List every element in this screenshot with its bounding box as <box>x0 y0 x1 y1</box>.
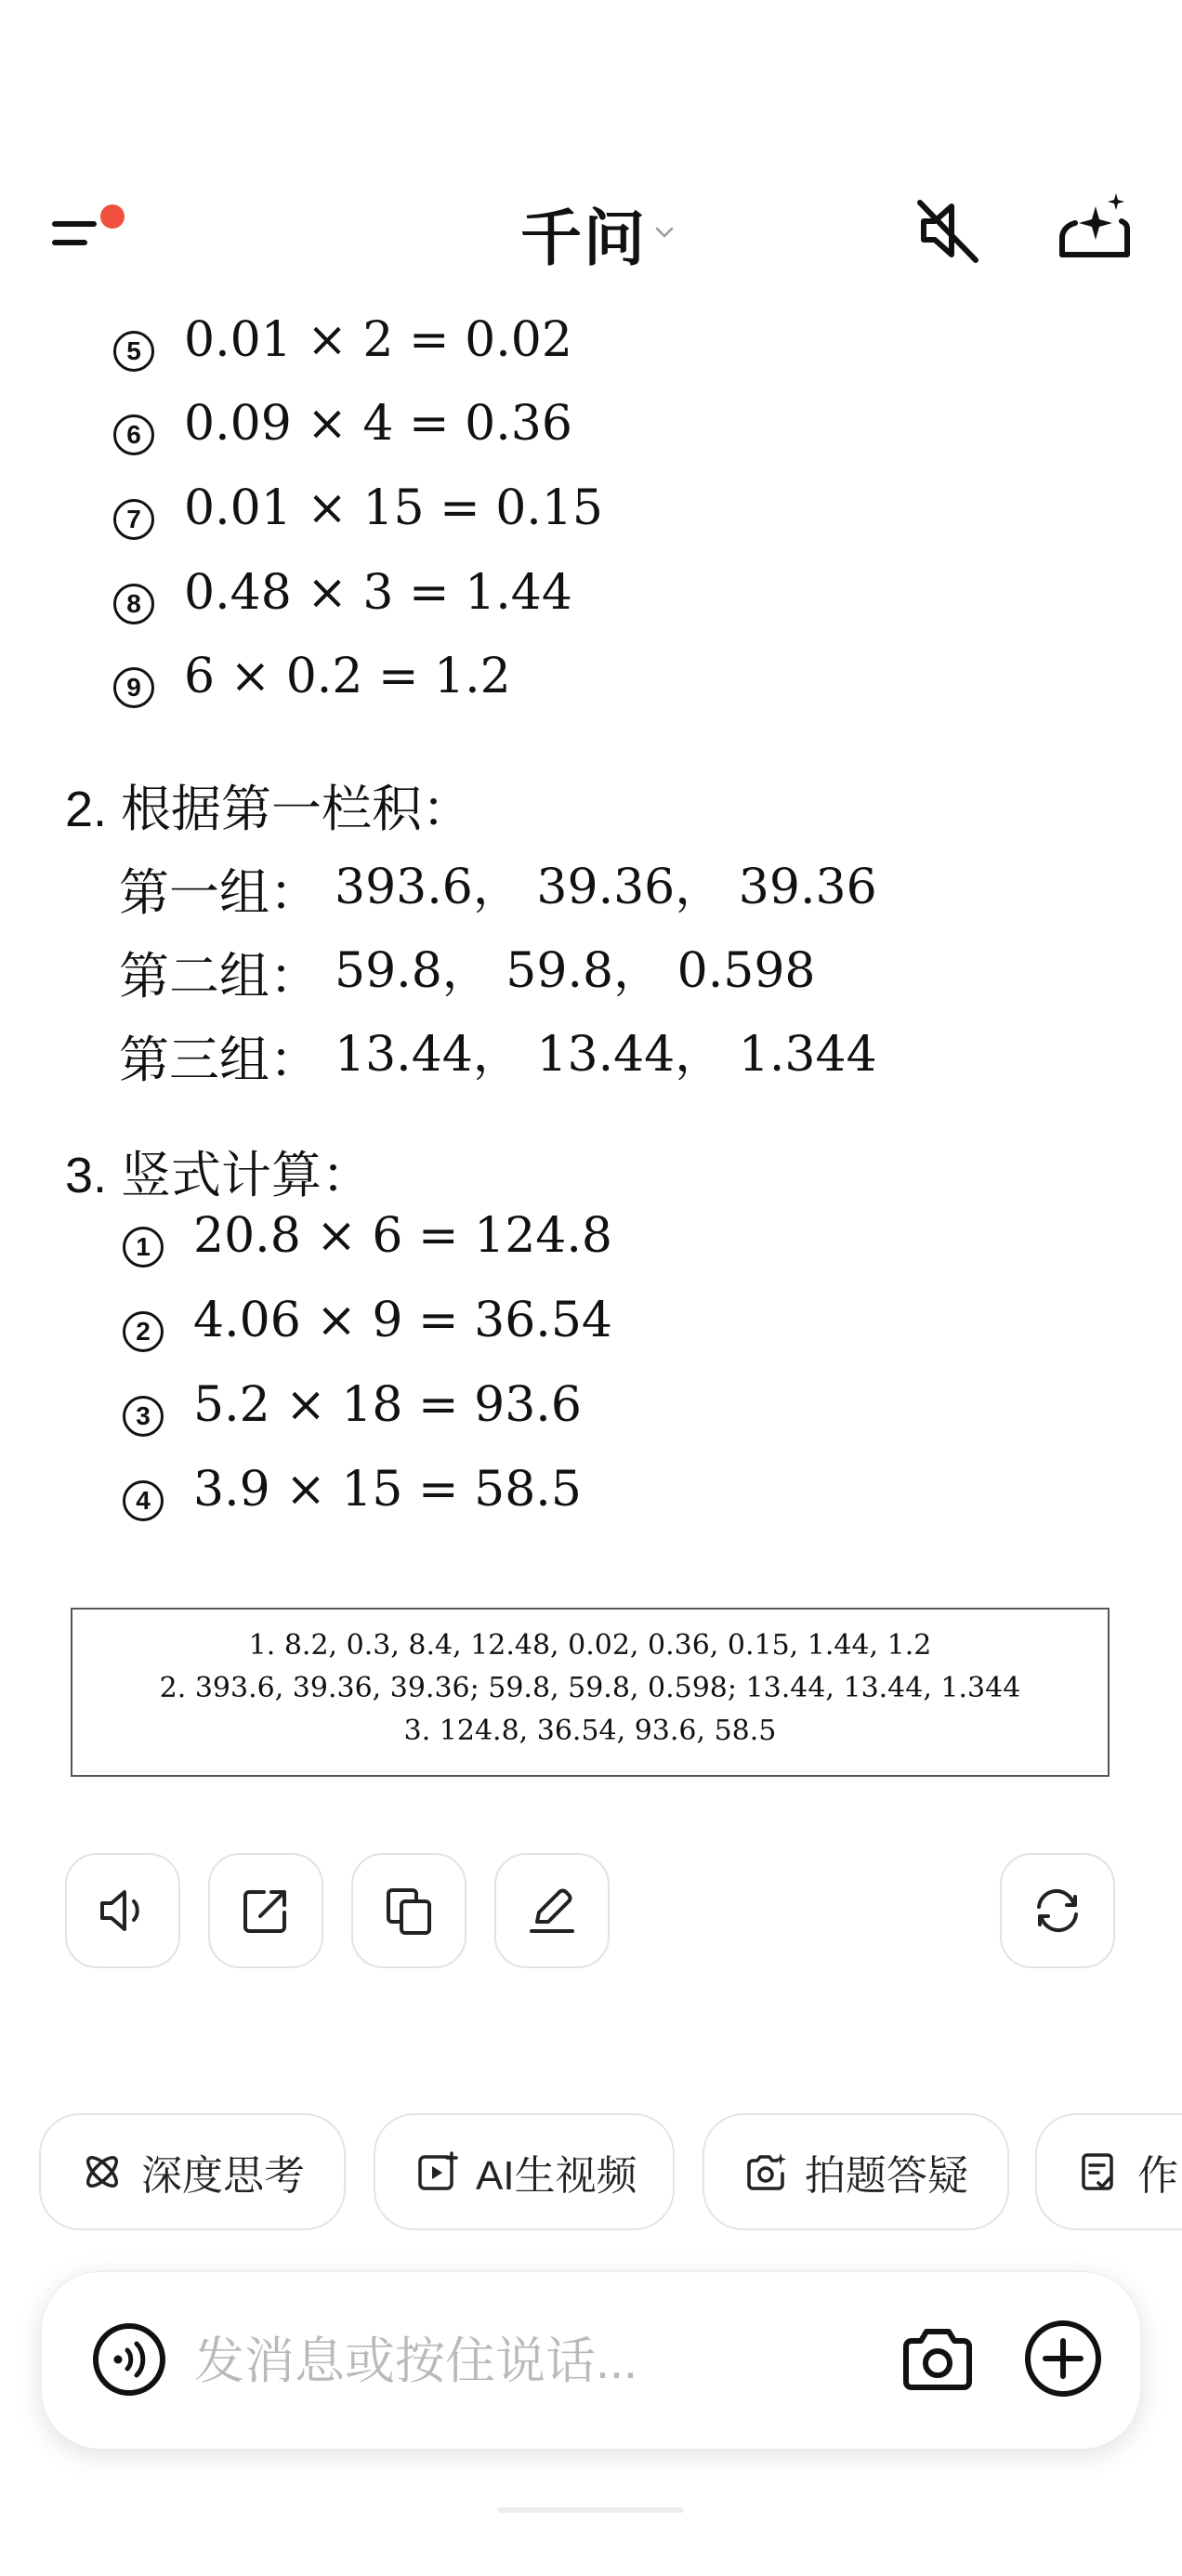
circled-number: 4 <box>123 1480 164 1521</box>
read-aloud-button[interactable] <box>65 1853 180 1968</box>
circled-number: 9 <box>113 667 154 708</box>
message-composer <box>41 2271 1141 2450</box>
mute-icon[interactable] <box>911 193 985 268</box>
section-heading: 3. 竖式计算： <box>65 1148 373 1203</box>
document-icon <box>1076 2149 1121 2194</box>
menu-icon <box>52 221 97 227</box>
circled-number: 8 <box>113 584 154 624</box>
top-bar <box>0 167 1182 288</box>
math-line: 0.09 × 4 = 0.36 <box>184 396 572 452</box>
edit-button[interactable] <box>494 1853 610 1968</box>
group-values: 13.44， 13.44， 1.344 <box>335 1027 877 1083</box>
circled-number: 3 <box>123 1396 164 1437</box>
copy-button[interactable] <box>351 1853 466 1968</box>
group-values: 59.8， 59.8， 0.598 <box>335 943 816 999</box>
math-line: 6 × 0.2 = 1.2 <box>184 649 511 704</box>
math-line: 3.9 × 15 = 58.5 <box>193 1462 582 1518</box>
group-values: 393.6， 39.36， 39.36 <box>335 860 877 915</box>
group-label: 第三组： <box>119 1032 320 1088</box>
circled-number: 7 <box>113 499 154 540</box>
menu-button[interactable] <box>52 204 117 260</box>
speaker-icon <box>95 1883 151 1939</box>
regenerate-button[interactable] <box>1000 1853 1115 1968</box>
chip-deep-thinking[interactable] <box>39 2113 346 2230</box>
answer-line: 1. 8.2, 0.3, 8.4, 12.48, 0.02, 0.36, 0.15, 1.44, 1.2 <box>248 1629 932 1662</box>
math-line: 5.2 × 18 = 93.6 <box>193 1377 582 1433</box>
edit-icon <box>524 1883 580 1939</box>
chip-photo-question[interactable] <box>703 2113 1009 2230</box>
circled-number: 6 <box>113 414 154 455</box>
chevron-down-icon <box>654 226 675 239</box>
answer-line: 3. 124.8, 36.54, 93.6, 58.5 <box>403 1715 777 1747</box>
chip-label: 深度思考 <box>141 2153 305 2199</box>
answer-line: 2. 393.6, 39.36, 39.36; 59.8, 59.8, 0.598; 13.44, 13.44, 1.344 <box>159 1672 1021 1704</box>
notification-dot <box>100 204 125 229</box>
share-icon <box>238 1883 294 1939</box>
math-line: 20.8 × 6 = 124.8 <box>193 1208 612 1264</box>
new-chat-sparkle-icon[interactable] <box>1055 188 1135 268</box>
chip-writing[interactable] <box>1035 2113 1182 2230</box>
circled-number: 5 <box>113 331 154 372</box>
math-line: 0.48 × 3 = 1.44 <box>184 565 572 621</box>
chip-label: 拍题答疑 <box>805 2153 968 2199</box>
group-label: 第二组： <box>119 949 320 1005</box>
message-input[interactable] <box>192 2319 847 2404</box>
math-line: 0.01 × 15 = 0.15 <box>184 480 603 536</box>
math-line: 0.01 × 2 = 0.02 <box>184 312 572 368</box>
camera-sparkle-icon <box>743 2149 788 2194</box>
page-title: 千问 <box>520 203 647 272</box>
copy-icon <box>381 1883 437 1939</box>
math-line: 4.06 × 9 = 36.54 <box>193 1293 612 1348</box>
share-button[interactable] <box>208 1853 323 1968</box>
model-selector[interactable] <box>520 195 675 272</box>
chip-label: 作 <box>1137 2153 1178 2199</box>
circled-number: 1 <box>123 1227 164 1268</box>
answer-box <box>71 1608 1110 1777</box>
plus-icon[interactable] <box>1021 2317 1105 2400</box>
circled-number: 2 <box>123 1311 164 1352</box>
regenerate-icon <box>1030 1883 1085 1939</box>
chip-label: AI生视频 <box>476 2153 637 2199</box>
menu-icon-line <box>52 240 87 245</box>
camera-icon[interactable] <box>897 2319 978 2400</box>
chip-ai-video[interactable] <box>374 2113 675 2230</box>
home-indicator[interactable] <box>498 2507 684 2513</box>
video-plus-icon <box>414 2149 459 2194</box>
group-label: 第一组： <box>119 865 320 921</box>
voice-input-icon[interactable] <box>90 2320 168 2399</box>
atom-icon <box>80 2149 125 2194</box>
section-heading: 2. 根据第一栏积： <box>65 782 473 837</box>
